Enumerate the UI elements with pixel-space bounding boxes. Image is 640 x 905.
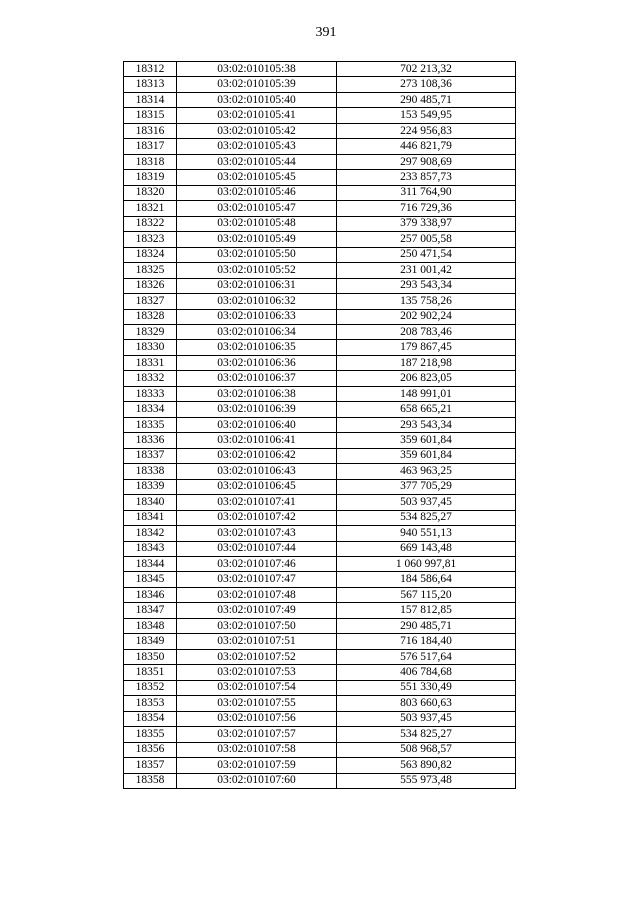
cadastral-number-cell: 03:02:010107:46 — [177, 557, 337, 572]
row-number-cell: 18345 — [124, 572, 177, 587]
row-number-cell: 18350 — [124, 649, 177, 664]
cadastral-number-cell: 03:02:010106:32 — [177, 294, 337, 309]
cadastral-value-table — [123, 61, 516, 789]
cadastral-number-cell: 03:02:010105:52 — [177, 263, 337, 278]
cadastral-value-cell: 503 937,45 — [337, 495, 516, 510]
row-number-cell: 18325 — [124, 263, 177, 278]
table-row — [124, 139, 516, 154]
table-row — [124, 526, 516, 541]
cadastral-value-cell: 534 825,27 — [337, 510, 516, 525]
cadastral-value-cell: 551 330,49 — [337, 680, 516, 695]
cadastral-number-cell: 03:02:010107:49 — [177, 603, 337, 618]
table-row — [124, 62, 516, 77]
row-number-cell: 18315 — [124, 108, 177, 123]
cadastral-number-cell: 03:02:010105:49 — [177, 232, 337, 247]
cadastral-number-cell: 03:02:010107:56 — [177, 711, 337, 726]
row-number-cell: 18323 — [124, 232, 177, 247]
table-row — [124, 572, 516, 587]
row-number-cell: 18316 — [124, 123, 177, 138]
table-row — [124, 355, 516, 370]
cadastral-number-cell: 03:02:010107:57 — [177, 727, 337, 742]
cadastral-number-cell: 03:02:010105:43 — [177, 139, 337, 154]
cadastral-number-cell: 03:02:010106:36 — [177, 355, 337, 370]
row-number-cell: 18331 — [124, 355, 177, 370]
table-row — [124, 92, 516, 107]
row-number-cell: 18322 — [124, 216, 177, 231]
cadastral-value-cell: 567 115,20 — [337, 587, 516, 602]
cadastral-number-cell: 03:02:010107:41 — [177, 495, 337, 510]
cadastral-number-cell: 03:02:010105:45 — [177, 170, 337, 185]
cadastral-value-cell: 803 660,63 — [337, 696, 516, 711]
cadastral-value-cell: 359 601,84 — [337, 433, 516, 448]
table-row — [124, 742, 516, 757]
cadastral-value-cell: 940 551,13 — [337, 526, 516, 541]
cadastral-value-cell: 290 485,71 — [337, 92, 516, 107]
table-row — [124, 324, 516, 339]
cadastral-number-cell: 03:02:010107:55 — [177, 696, 337, 711]
row-number-cell: 18358 — [124, 773, 177, 788]
row-number-cell: 18339 — [124, 479, 177, 494]
row-number-cell: 18324 — [124, 247, 177, 262]
table-row — [124, 340, 516, 355]
cadastral-value-cell: 233 857,73 — [337, 170, 516, 185]
table-row — [124, 170, 516, 185]
cadastral-value-cell: 187 218,98 — [337, 355, 516, 370]
row-number-cell: 18354 — [124, 711, 177, 726]
table-row — [124, 108, 516, 123]
row-number-cell: 18355 — [124, 727, 177, 742]
cadastral-value-cell: 359 601,84 — [337, 448, 516, 463]
table-row — [124, 618, 516, 633]
row-number-cell: 18313 — [124, 77, 177, 92]
cadastral-number-cell: 03:02:010107:52 — [177, 649, 337, 664]
cadastral-value-cell: 202 902,24 — [337, 309, 516, 324]
row-number-cell: 18348 — [124, 618, 177, 633]
row-number-cell: 18328 — [124, 309, 177, 324]
table-row — [124, 77, 516, 92]
cadastral-number-cell: 03:02:010105:44 — [177, 154, 337, 169]
cadastral-number-cell: 03:02:010106:31 — [177, 278, 337, 293]
table-row — [124, 433, 516, 448]
cadastral-value-cell: 1 060 997,81 — [337, 557, 516, 572]
cadastral-value-cell: 555 973,48 — [337, 773, 516, 788]
cadastral-value-cell: 206 823,05 — [337, 371, 516, 386]
cadastral-number-cell: 03:02:010107:51 — [177, 634, 337, 649]
row-number-cell: 18342 — [124, 526, 177, 541]
cadastral-value-cell: 293 543,34 — [337, 417, 516, 432]
table-row — [124, 417, 516, 432]
table-row — [124, 216, 516, 231]
cadastral-number-cell: 03:02:010107:54 — [177, 680, 337, 695]
cadastral-value-cell: 377 705,29 — [337, 479, 516, 494]
row-number-cell: 18347 — [124, 603, 177, 618]
row-number-cell: 18327 — [124, 294, 177, 309]
cadastral-number-cell: 03:02:010106:40 — [177, 417, 337, 432]
row-number-cell: 18357 — [124, 758, 177, 773]
cadastral-value-cell: 293 543,34 — [337, 278, 516, 293]
cadastral-number-cell: 03:02:010107:58 — [177, 742, 337, 757]
row-number-cell: 18341 — [124, 510, 177, 525]
cadastral-number-cell: 03:02:010106:39 — [177, 402, 337, 417]
table-row — [124, 232, 516, 247]
cadastral-value-cell: 135 758,26 — [337, 294, 516, 309]
row-number-cell: 18344 — [124, 557, 177, 572]
row-number-cell: 18319 — [124, 170, 177, 185]
table-row — [124, 649, 516, 664]
cadastral-number-cell: 03:02:010105:42 — [177, 123, 337, 138]
cadastral-value-cell: 290 485,71 — [337, 618, 516, 633]
cadastral-value-cell: 534 825,27 — [337, 727, 516, 742]
cadastral-value-cell: 716 184,40 — [337, 634, 516, 649]
cadastral-number-cell: 03:02:010107:53 — [177, 665, 337, 680]
table-row — [124, 154, 516, 169]
table-row — [124, 402, 516, 417]
table-row — [124, 464, 516, 479]
table-row — [124, 185, 516, 200]
cadastral-number-cell: 03:02:010106:37 — [177, 371, 337, 386]
table-row — [124, 541, 516, 556]
cadastral-value-cell: 297 908,69 — [337, 154, 516, 169]
row-number-cell: 18340 — [124, 495, 177, 510]
row-number-cell: 18318 — [124, 154, 177, 169]
table-row — [124, 123, 516, 138]
cadastral-number-cell: 03:02:010106:45 — [177, 479, 337, 494]
table-row — [124, 278, 516, 293]
table-row — [124, 263, 516, 278]
table-row — [124, 448, 516, 463]
row-number-cell: 18337 — [124, 448, 177, 463]
row-number-cell: 18349 — [124, 634, 177, 649]
row-number-cell: 18356 — [124, 742, 177, 757]
table-row — [124, 665, 516, 680]
cadastral-value-cell: 208 783,46 — [337, 324, 516, 339]
cadastral-number-cell: 03:02:010105:41 — [177, 108, 337, 123]
cadastral-value-cell: 576 517,64 — [337, 649, 516, 664]
cadastral-number-cell: 03:02:010107:42 — [177, 510, 337, 525]
cadastral-value-cell: 406 784,68 — [337, 665, 516, 680]
cadastral-value-cell: 463 963,25 — [337, 464, 516, 479]
row-number-cell: 18346 — [124, 587, 177, 602]
cadastral-value-cell: 563 890,82 — [337, 758, 516, 773]
cadastral-value-cell: 658 665,21 — [337, 402, 516, 417]
cadastral-number-cell: 03:02:010105:48 — [177, 216, 337, 231]
cadastral-number-cell: 03:02:010105:38 — [177, 62, 337, 77]
cadastral-number-cell: 03:02:010105:39 — [177, 77, 337, 92]
cadastral-number-cell: 03:02:010107:60 — [177, 773, 337, 788]
row-number-cell: 18343 — [124, 541, 177, 556]
cadastral-value-cell: 148 991,01 — [337, 386, 516, 401]
cadastral-value-cell: 184 586,64 — [337, 572, 516, 587]
table-row — [124, 201, 516, 216]
cadastral-value-cell: 503 937,45 — [337, 711, 516, 726]
row-number-cell: 18336 — [124, 433, 177, 448]
cadastral-number-cell: 03:02:010107:44 — [177, 541, 337, 556]
table-row — [124, 680, 516, 695]
table-row — [124, 587, 516, 602]
table-row — [124, 727, 516, 742]
cadastral-number-cell: 03:02:010106:43 — [177, 464, 337, 479]
cadastral-value-cell: 702 213,32 — [337, 62, 516, 77]
row-number-cell: 18326 — [124, 278, 177, 293]
cadastral-number-cell: 03:02:010106:38 — [177, 386, 337, 401]
table-row — [124, 247, 516, 262]
table-row — [124, 510, 516, 525]
cadastral-value-cell: 273 108,36 — [337, 77, 516, 92]
cadastral-value-cell: 379 338,97 — [337, 216, 516, 231]
cadastral-value-cell: 311 764,90 — [337, 185, 516, 200]
page-number: 391 — [315, 25, 337, 40]
row-number-cell: 18329 — [124, 324, 177, 339]
cadastral-number-cell: 03:02:010106:42 — [177, 448, 337, 463]
row-number-cell: 18320 — [124, 185, 177, 200]
row-number-cell: 18330 — [124, 340, 177, 355]
row-number-cell: 18314 — [124, 92, 177, 107]
cadastral-number-cell: 03:02:010107:59 — [177, 758, 337, 773]
table-row — [124, 386, 516, 401]
row-number-cell: 18353 — [124, 696, 177, 711]
cadastral-number-cell: 03:02:010107:50 — [177, 618, 337, 633]
cadastral-value-cell: 157 812,85 — [337, 603, 516, 618]
cadastral-number-cell: 03:02:010105:50 — [177, 247, 337, 262]
table-row — [124, 603, 516, 618]
cadastral-value-cell: 153 549,95 — [337, 108, 516, 123]
table-row — [124, 634, 516, 649]
row-number-cell: 18321 — [124, 201, 177, 216]
cadastral-number-cell: 03:02:010107:43 — [177, 526, 337, 541]
row-number-cell: 18352 — [124, 680, 177, 695]
table-row — [124, 758, 516, 773]
cadastral-value-cell: 669 143,48 — [337, 541, 516, 556]
table-body — [124, 62, 516, 789]
row-number-cell: 18334 — [124, 402, 177, 417]
cadastral-number-cell: 03:02:010106:34 — [177, 324, 337, 339]
table-row — [124, 294, 516, 309]
cadastral-value-cell: 179 867,45 — [337, 340, 516, 355]
cadastral-value-cell: 250 471,54 — [337, 247, 516, 262]
table-row — [124, 696, 516, 711]
cadastral-number-cell: 03:02:010106:33 — [177, 309, 337, 324]
table-row — [124, 711, 516, 726]
table-row — [124, 309, 516, 324]
row-number-cell: 18312 — [124, 62, 177, 77]
cadastral-number-cell: 03:02:010107:48 — [177, 587, 337, 602]
cadastral-value-cell: 257 005,58 — [337, 232, 516, 247]
cadastral-number-cell: 03:02:010106:41 — [177, 433, 337, 448]
cadastral-number-cell: 03:02:010105:40 — [177, 92, 337, 107]
cadastral-value-cell: 231 001,42 — [337, 263, 516, 278]
cadastral-value-cell: 508 968,57 — [337, 742, 516, 757]
table-row — [124, 371, 516, 386]
row-number-cell: 18317 — [124, 139, 177, 154]
table-row — [124, 773, 516, 788]
cadastral-number-cell: 03:02:010105:47 — [177, 201, 337, 216]
cadastral-number-cell: 03:02:010106:35 — [177, 340, 337, 355]
table-row — [124, 557, 516, 572]
row-number-cell: 18335 — [124, 417, 177, 432]
row-number-cell: 18351 — [124, 665, 177, 680]
cadastral-number-cell: 03:02:010105:46 — [177, 185, 337, 200]
table-row — [124, 479, 516, 494]
cadastral-number-cell: 03:02:010107:47 — [177, 572, 337, 587]
row-number-cell: 18332 — [124, 371, 177, 386]
cadastral-value-cell: 446 821,79 — [337, 139, 516, 154]
row-number-cell: 18338 — [124, 464, 177, 479]
cadastral-value-cell: 224 956,83 — [337, 123, 516, 138]
row-number-cell: 18333 — [124, 386, 177, 401]
table-row — [124, 495, 516, 510]
cadastral-value-cell: 716 729,36 — [337, 201, 516, 216]
